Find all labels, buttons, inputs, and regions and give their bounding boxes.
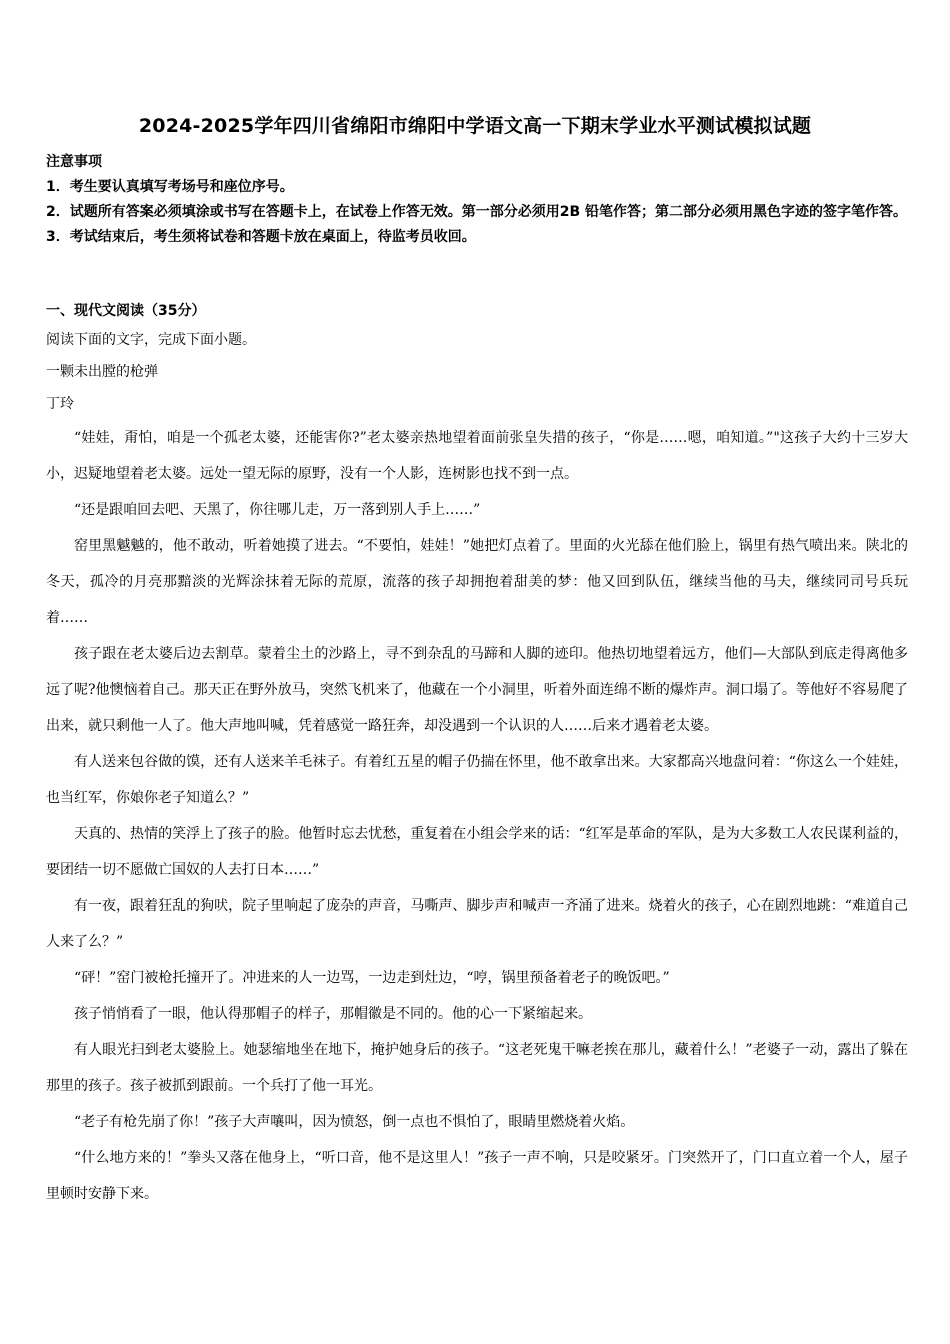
passage-paragraph: 天真的、热情的笑浮上了孩子的脸。他暂时忘去忧愁，重复着在小组会学来的话：“红军是革命的军队，是为大多数工人农民谋利益的，要团结一切不愿做亡国奴的人去打日本……” <box>46 826 908 878</box>
passage-paragraph: 孩子跟在老太婆后边去割草。蒙着尘土的沙路上，寻不到杂乱的马蹄和人脚的迹印。他热切地望着远方，他们—大部队到底走得离他多远了呢?他懊恼着自己。那天正在野外放马，突然飞机来了，他藏在一个小洞里，听着外面连绵不断的爆炸声。洞口塌了。等他好不容易爬了出来，就只剩他一人了。他大声地叫喊，凭着感觉一路狂奔，却没遇到一个认识的人……后来才遇着老太婆。 <box>46 646 908 734</box>
passage-paragraph: “还是跟咱回去吧、天黑了，你往哪儿走，万一落到别人手上……” <box>74 502 481 518</box>
notes-block <box>46 150 908 250</box>
notes-heading: 注意事项 <box>46 154 102 170</box>
passage-paragraph: 有人送来包谷做的馍，还有人送来羊毛袜子。有着红五星的帽子仍揣在怀里，他不敢拿出来。大家都高兴地盘问着：“你这么一个娃娃，也当红军，你娘你老子知道么？” <box>46 754 908 806</box>
story-author: 丁玲 <box>46 396 74 412</box>
passage-paragraph: “什么地方来的！”拳头又落在他身上，“听口音，他不是这里人！”孩子一声不响，只是咬紧牙。门突然开了，门口直立着一个人，屋子里顿时安静下来。 <box>46 1150 908 1202</box>
passage-paragraph: “砰！”窑门被枪托撞开了。冲进来的人一边骂，一边走到灶边，“哼，锅里预备着老子的晚饭吧。” <box>74 970 670 986</box>
document-title: 2024-2025学年四川省绵阳市绵阳中学语文高一下期末学业水平测试模拟试题 <box>138 115 812 137</box>
story-title: 一颗未出膛的枪弹 <box>46 364 158 380</box>
reading-passage <box>46 324 908 1212</box>
notes-item: 2．试题所有答案必须填涂或书写在答题卡上，在试卷上作答无效。第一部分必须用2B 铅笔作答；第二部分必须用黑色字迹的签字笔作答。 <box>46 204 908 220</box>
notes-item: 3．考试结束后，考生须将试卷和答题卡放在桌面上，待监考员收回。 <box>46 229 476 245</box>
passage-paragraph: 窑里黑魆魆的，他不敢动，听着她摸了进去。“不要怕，娃娃！”她把灯点着了。里面的火光舔在他们脸上，锅里有热气喷出来。陕北的冬天，孤冷的月亮那黯淡的光辉涂抹着无际的荒原，流落的孩子却拥抱着甜美的梦：他又回到队伍，继续当他的马夫，继续同司号兵玩着…… <box>46 538 908 626</box>
section-heading: 一、现代文阅读（35分） <box>46 303 206 319</box>
reading-instruction: 阅读下面的文字，完成下面小题。 <box>46 332 256 348</box>
passage-paragraph: 孩子悄悄看了一眼，他认得那帽子的样子，那帽徽是不同的。他的心一下紧缩起来。 <box>74 1006 592 1022</box>
passage-paragraph: 有人眼光扫到老太婆脸上。她瑟缩地坐在地下，掩护她身后的孩子。“这老死鬼干嘛老挨在那儿，藏着什么！”老婆子一动，露出了躲在那里的孩子。孩子被抓到跟前。一个兵打了他一耳光。 <box>46 1042 908 1094</box>
passage-paragraph: “娃娃，甭怕，咱是一个孤老太婆，还能害你?”老太婆亲热地望着面前张皇失措的孩子，“你是……嗯，咱知道。”"这孩子大约十三岁大小，迟疑地望着老太婆。远处一望无际的原野，没有一个人影，连树影也找不到一点。 <box>46 430 908 482</box>
notes-item: 1．考生要认真填写考场号和座位序号。 <box>46 179 294 195</box>
passage-paragraph: 有一夜，跟着狂乱的狗吠，院子里响起了庞杂的声音，马嘶声、脚步声和喊声一齐涌了进来。烧着火的孩子，心在剧烈地跳：“难道自己人来了么？” <box>46 898 908 950</box>
passage-paragraph: “老子有枪先崩了你！”孩子大声嚷叫，因为愤怒，倒一点也不惧怕了，眼睛里燃烧着火焰。 <box>74 1114 635 1130</box>
